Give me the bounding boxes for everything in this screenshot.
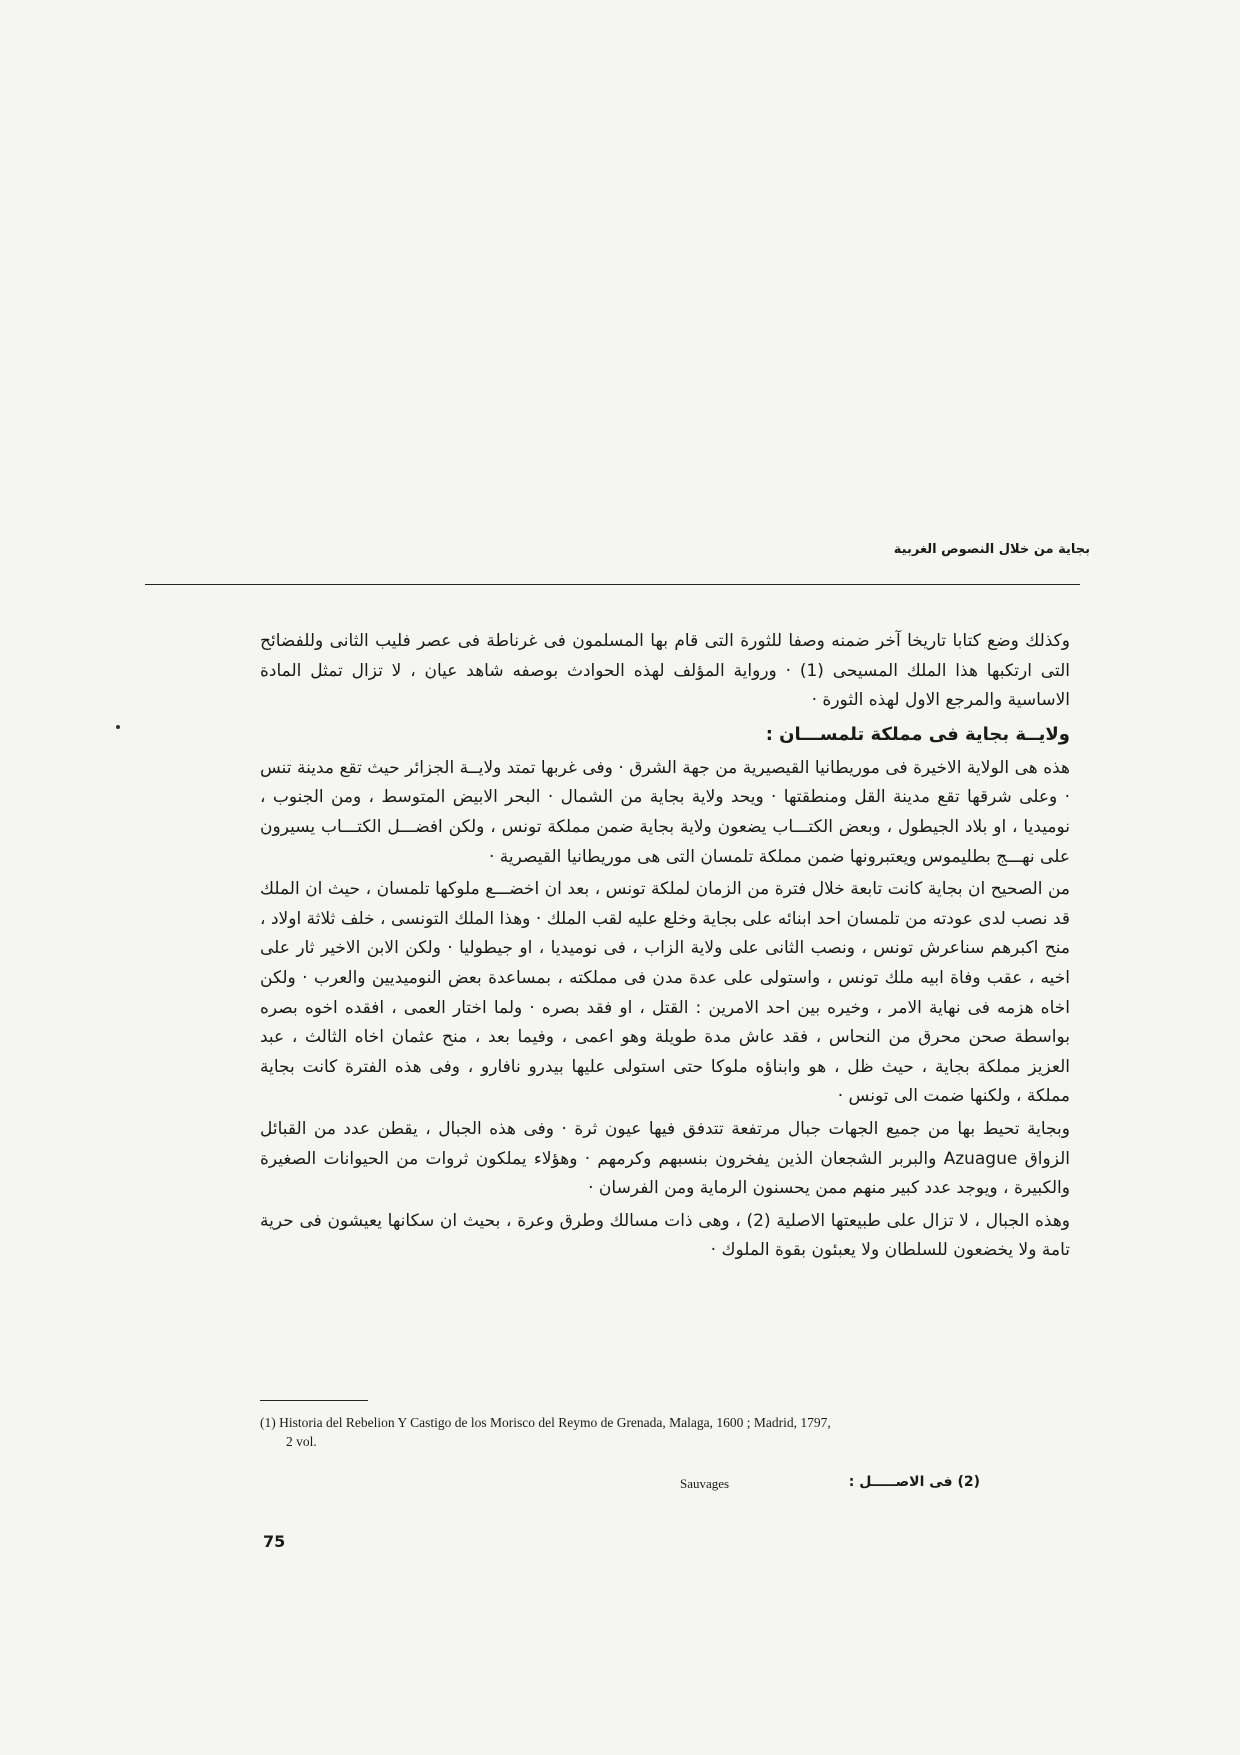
paragraph-2: هذه هى الولاية الاخيرة فى موريطانيا القيصيرية من جهة الشرق · وفى غربها تمتد ولايــة الجزائر حيث تقع مدينة تنس · وعلى شرقها تقع مدينة القل ومنطقتها · ويحد ولاية بجاية من الشمال · البحر الابيض المتوسط ، ومن الجنوب ، نوميديا ، او بلاد الجيطول ، وبعض الكتـــاب يضعون ولاية بجاية ضمن مملكة تونس ، ولكن افضـــل الكتـــاب يسيرون على نهـــج بطليموس ويعتبرونها ضمن مملكة تلمسان التى هى موريطانيا القيصرية · — [260, 757, 1070, 867]
margin-mark — [116, 725, 120, 729]
footnote-2-latin: Sauvages — [680, 1476, 730, 1491]
footnote-1 — [260, 1413, 1065, 1451]
running-head: بجاية من خلال النصوص الغربية — [893, 542, 1090, 557]
footnote-rule — [260, 1400, 368, 1401]
header-rule — [145, 584, 1080, 585]
body-text — [260, 627, 1070, 1266]
footnote-1-line-2: 2 vol. — [286, 1434, 317, 1449]
paragraph-3: من الصحيح ان بجاية كانت تابعة خلال فترة من الزمان لملكة تونس ، بعد ان اخضـــع ملوكها تلمسان ، حيث ان الملك قد نصب لدى عودته من تلمسان احد ابنائه على بجاية وخلع عليه لقب الملك · وهذا الملك التونسى ، خلف ثلاثة اولاد ، منح اكبرهم سناعرش تونس ، ونصب الثانى على ولاية الزاب ، فى نوميديا ، او جيطوليا · ولكن الابن الاخير ثار على اخيه ، عقب وفاة ابيه ملك تونس ، واستولى على عدة مدن فى مملكته ، بمساعدة بعض النوميديين والعرب · ولكن اخاه هزمه فى نهاية الامر ، وخيره بين احد الامرين : القتل ، او فقد بصره · ولما اختار العمى ، افقده اخوه بصره بواسطة صحن محرق من النحاس ، فقد عاش مدة طويلة وهو اعمى ، وفيما بعد ، منح عثمان اخاه الثالث ، عبد العزيز مملكة بجاية ، حيث ظل ، هو وابناؤه ملوكا حتى استولى عليها بيدرو نافارو ، وفى هذه الفترة كانت بجاية مملكة ، ولكنها ضمت الى تونس · — [260, 879, 1070, 1107]
page-number: 75 — [263, 1532, 286, 1551]
paragraph-1: وكذلك وضع كتابا تاريخا آخر ضمنه وصفا للثورة التى قام بها المسلمون فى غرناطة فى عصر فليب الثانى وللفضائح التى ارتكبها هذا الملك المسيحى (1) · ورواية المؤلف لهذه الحوادث بوصفه شاهد عيان ، لا تزال تمثل المادة الاساسية والمرجع الاول لهذه الثورة · — [260, 631, 1070, 711]
footnote-2 — [0, 1474, 1240, 1496]
footnote-1-line-1: (1) Historia del Rebelion Y Castigo de los Morisco del Reymo de Grenada, Malaga, 1600 ; Madrid, 1797, — [260, 1415, 831, 1430]
paragraph-4: وبجاية تحيط بها من جميع الجهات جبال مرتفعة تتدفق فيها عيون ثرة · وفى هذه الجبال ، يقطن عدد من القبائل الزواق Azuague والبربر الشجعان الذين يفخرون بنسبهم وكرمهم · وهؤلاء يملكون ثروات من الحيوانات الصغيرة والكبيرة ، ويوجد عدد كبير منهم ممن يحسنون الرماية ومن الفرسان · — [260, 1118, 1070, 1199]
footnote-2-arabic: (2) فى الاصـــــل : — [848, 1474, 980, 1490]
paragraph-5: وهذه الجبال ، لا تزال على طبيعتها الاصلية (2) ، وهى ذات مسالك وطرق وعرة ، بحيث ان سكانها يعيشون فى حرية تامة ولا يخضعون للسلطان ولا يعبئون بقوة الملوك · — [260, 1210, 1070, 1261]
section-heading: ولايــة بجاية فى مملكة تلمســـان : — [765, 723, 1070, 745]
